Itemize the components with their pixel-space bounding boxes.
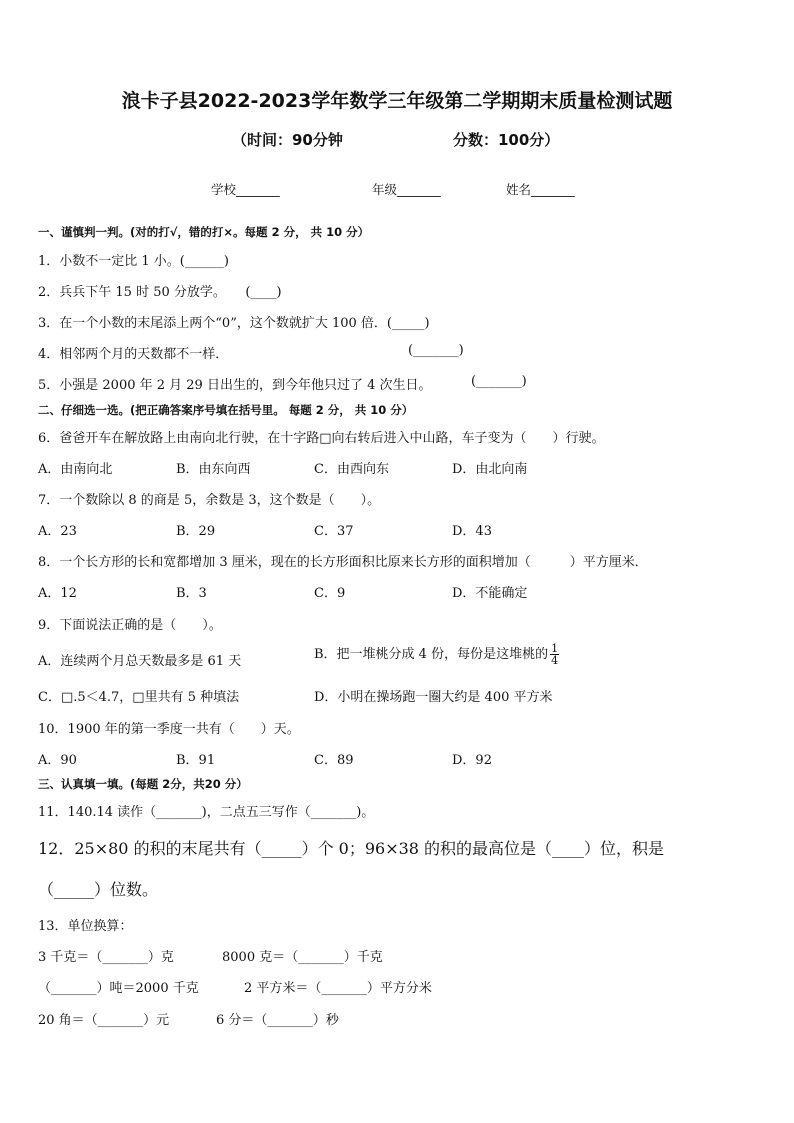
question-10-option-a[interactable]: A．90 xyxy=(38,753,77,768)
question-9-option-c[interactable]: C．□.5＜4.7，□里共有 5 种填法 xyxy=(38,690,240,705)
question-8: 8．一个长方形的长和宽都增加 3 厘米，现在的长方形面积比原来长方形的面积增加（ ）平方厘米． xyxy=(38,555,648,570)
page-title: 浪卡子县2022-2023学年数学三年级第二学期期末质量检测试题 xyxy=(121,90,673,112)
question-5: 5．小强是 2000 年 2 月 29 日出生的，到今年他只过了 4 次生日。 xyxy=(38,378,432,393)
grade-field[interactable]: 年级_______ xyxy=(372,182,441,197)
question-12-line-2: （_____）位数。 xyxy=(38,880,159,899)
question-10-option-c[interactable]: C．89 xyxy=(314,753,354,768)
exam-time: （时间：90分钟 xyxy=(232,131,343,149)
section-1-heading: 一、谨慎判一判。(对的打√，错的打×。每题 2 分， 共 10 分） xyxy=(38,225,370,239)
question-4: 4．相邻两个月的天数都不一样． xyxy=(38,347,229,362)
question-11: 11．140.14 读作（_______)，二点五三写作（_______)。 xyxy=(38,805,375,820)
question-2: 2．兵兵下午 15 时 50 分放学。 (____) xyxy=(38,285,282,300)
question-4-blank[interactable]: (_______) xyxy=(408,343,464,358)
question-13-item-1[interactable]: 3 千克＝（_______）克 xyxy=(38,950,174,965)
question-7: 7．一个数除以 8 的商是 5，余数是 3，这个数是（ ）。 xyxy=(38,493,381,508)
question-13-item-3[interactable]: （_______）吨＝2000 千克 xyxy=(38,981,199,996)
question-9-option-b[interactable] xyxy=(314,643,559,666)
question-8-option-b[interactable]: B．3 xyxy=(176,586,207,601)
fraction-numerator: 1 xyxy=(551,642,559,655)
question-13-title: 13．单位换算： xyxy=(38,919,133,934)
question-6-option-d[interactable]: D．由北向南 xyxy=(452,462,528,477)
question-8-option-d[interactable]: D．不能确定 xyxy=(452,586,528,601)
question-3: 3．在一个小数的末尾添上两个“0”，这个数就扩大 100 倍．(_____) xyxy=(38,316,430,331)
question-5-blank[interactable]: (_______) xyxy=(471,374,527,389)
question-13-item-2[interactable]: 8000 克＝（_______）千克 xyxy=(222,950,383,965)
question-9-option-b-text: B．把一堆桃分成 4 份，每份是这堆桃的 xyxy=(314,647,549,662)
question-10: 10．1900 年的第一季度一共有（ ）天。 xyxy=(38,722,300,737)
question-6: 6．爸爸开车在解放路上由南向北行驶，在十字路□向右转后进入中山路，车子变为（ ）行驶。 xyxy=(38,431,605,446)
exam-score: 分数：100分） xyxy=(453,131,560,149)
question-12-line-1: 12．25×80 的积的末尾共有（_____）个 0；96×38 的积的最高位是（____）位，积是 xyxy=(38,839,665,858)
question-7-option-c[interactable]: C．37 xyxy=(314,524,354,539)
question-9: 9．下面说法正确的是（ ）。 xyxy=(38,618,222,633)
fraction-denominator: 4 xyxy=(551,654,559,667)
question-9-option-a[interactable]: A．连续两个月总天数最多是 61 天 xyxy=(38,654,242,669)
question-10-option-b[interactable]: B．91 xyxy=(176,753,216,768)
question-13-item-4[interactable]: 2 平方米＝（_______）平方分米 xyxy=(244,981,432,996)
section-3-heading: 三、认真填一填。(每题 2分，共20 分） xyxy=(38,777,248,791)
question-13-item-6[interactable]: 6 分＝（_______）秒 xyxy=(216,1013,339,1028)
school-field[interactable]: 学校_______ xyxy=(211,182,280,197)
question-6-option-c[interactable]: C．由西向东 xyxy=(314,462,389,477)
fraction-one-quarter xyxy=(550,643,559,666)
question-6-option-a[interactable]: A．由南向北 xyxy=(38,462,113,477)
question-9-option-d[interactable]: D．小明在操场跑一圈大约是 400 平方米 xyxy=(314,690,553,705)
question-1: 1．小数不一定比 1 小。(______) xyxy=(38,254,229,269)
question-7-option-a[interactable]: A．23 xyxy=(38,524,77,539)
question-10-option-d[interactable]: D．92 xyxy=(452,753,492,768)
question-6-option-b[interactable]: B．由东向西 xyxy=(176,462,251,477)
section-2-heading: 二、仔细选一选。(把正确答案序号填在括号里。 每题 2 分， 共 10 分） xyxy=(38,403,414,417)
question-7-option-b[interactable]: B．29 xyxy=(176,524,216,539)
name-field[interactable]: 姓名_______ xyxy=(506,182,575,197)
question-8-option-c[interactable]: C．9 xyxy=(314,586,346,601)
question-8-option-a[interactable]: A．12 xyxy=(38,586,77,601)
question-13-item-5[interactable]: 20 角＝（_______）元 xyxy=(38,1013,170,1028)
question-7-option-d[interactable]: D．43 xyxy=(452,524,492,539)
